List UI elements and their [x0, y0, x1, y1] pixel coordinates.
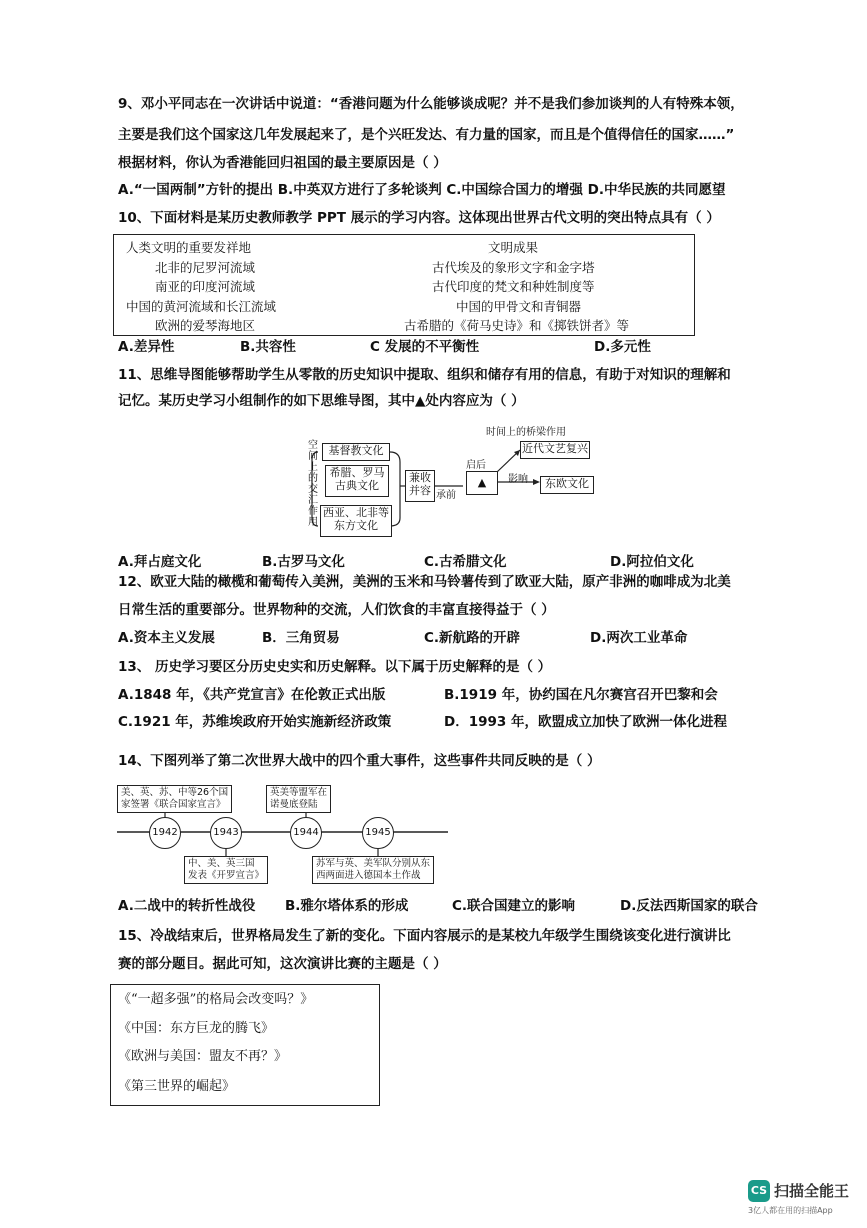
q13-option-a: A.1848 年，《共产党宣言》在伦敦正式出版 — [118, 687, 386, 703]
q11-option-d: D.阿拉伯文化 — [610, 554, 694, 570]
q10-row1-origin: 北非的尼罗河流域 — [155, 260, 256, 275]
timeline-event-1942: 美、英、苏、中等26个国 家签署《联合国家宣言》 — [117, 785, 232, 813]
q9-line3: 根据材料，你认为香港能回归祖国的最主要原因是（ ） — [118, 155, 447, 171]
q10-option-c: C 发展的不平衡性 — [370, 339, 480, 355]
q15-topic-3: 《欧洲与美国：盟友不再？》 — [118, 1049, 288, 1064]
timeline-event-1944: 英美等盟军在 诺曼底登陆 — [266, 785, 331, 813]
q10-row4-origin: 欧洲的爱琴海地区 — [155, 318, 256, 333]
q14-option-d: D.反法西斯国家的联合 — [620, 898, 758, 914]
q11-option-b: B.古罗马文化 — [262, 554, 345, 570]
q10-option-b: B.共容性 — [240, 339, 296, 355]
q12-option-c: C.新航路的开辟 — [424, 630, 521, 646]
q14-option-b: B.雅尔塔体系的形成 — [285, 898, 409, 914]
timeline-year-1943: 1943 — [210, 817, 242, 849]
timeline-year-1944: 1944 — [290, 817, 322, 849]
diagram-box-east-europe: 东欧文化 — [540, 476, 594, 494]
timeline-event-1943: 中、美、英三国 发表《开罗宣言》 — [184, 856, 268, 884]
q13-option-c: C.1921 年，苏维埃政府开始实施新经济政策 — [118, 714, 392, 730]
diagram-box-triangle: ▲ — [466, 471, 498, 495]
q14-stem: 14、下图列举了第二次世界大战中的四个重大事件，这些事件共同反映的是（ ） — [118, 753, 601, 769]
q12-line1: 12、欧亚大陆的橄榄和葡萄传入美洲，美洲的玉米和马铃薯传到了欧亚大陆，原产非洲的咖啡成为北美 — [118, 574, 731, 590]
q11-option-a: A.拜占庭文化 — [118, 554, 202, 570]
q11-option-c: C.古希腊文化 — [424, 554, 507, 570]
q9-line2: 主要是我们这个国家这几年发展起来了，是个兴旺发达、有力量的国家，而且是个值得信任的国家……” — [118, 127, 735, 143]
q10-option-d: D.多元性 — [594, 339, 651, 355]
q10-row4-achievement: 古希腊的《荷马史诗》和《掷铁饼者》等 — [404, 318, 630, 333]
diagram-box-greco-roman: 希腊、罗马古典文化 — [325, 465, 389, 497]
diagram-box-renaissance: 近代文艺复兴 — [520, 441, 590, 459]
q10-header-origin: 人类文明的重要发祥地 — [126, 240, 252, 255]
q10-stem: 10、下面材料是某历史教师教学 PPT 展示的学习内容。这体现出世界古代文明的突出特点具有（ ） — [118, 210, 720, 226]
q15-line2: 赛的部分题目。据此可知，这次演讲比赛的主题是（ ） — [118, 956, 447, 972]
q10-row3-origin: 中国的黄河流域和长江流域 — [126, 299, 277, 314]
diagram-time-label: 时间上的桥梁作用 — [486, 427, 566, 438]
q15-line1: 15、冷战结束后，世界格局发生了新的变化。下面内容展示的是某校九年级学生围绕该变化进行演讲比 — [118, 928, 731, 944]
q10-option-a: A.差异性 — [118, 339, 175, 355]
q10-row3-achievement: 中国的甲骨文和青铜器 — [456, 299, 582, 314]
q12-option-b: B．三角贸易 — [262, 630, 340, 646]
q12-option-d: D.两次工业革命 — [590, 630, 688, 646]
q12-option-a: A.资本主义发展 — [118, 630, 215, 646]
q10-row2-origin: 南亚的印度河流域 — [155, 279, 256, 294]
timeline-event-1945: 苏军与英、美军队分别从东 西两面进入德国本土作战 — [312, 856, 434, 884]
scanner-app-tagline: 3亿人都在用的扫描App — [748, 1206, 833, 1215]
q9-options: A.“一国两制”方针的提出 B.中英双方进行了多轮谈判 C.中国综合国力的增强 D.中华民族的共同愿望 — [118, 182, 726, 198]
diagram-influence-label: 影响 — [508, 474, 528, 485]
q15-topic-4: 《第三世界的崛起》 — [118, 1079, 236, 1094]
q13-option-b: B.1919 年，协约国在凡尔赛宫召开巴黎和会 — [444, 687, 718, 703]
q14-option-a: A.二战中的转折性战役 — [118, 898, 256, 914]
q13-option-d: D．1993 年，欧盟成立加快了欧洲一体化进程 — [444, 714, 727, 730]
diagram-space-label: 空间上的交汇作用 — [308, 440, 318, 528]
q12-line2: 日常生活的重要部分。世界物种的交流，人们饮食的丰富直接得益于（ ） — [118, 602, 555, 618]
diagram-box-eastern: 西亚、北非等东方文化 — [320, 505, 392, 537]
timeline-year-1945: 1945 — [362, 817, 394, 849]
q11-line1: 11、思维导图能够帮助学生从零散的历史知识中提取、组织和储存有用的信息，有助于对知识的理解和 — [118, 367, 731, 383]
diagram-box-christian: 基督教文化 — [322, 443, 390, 461]
q11-line2: 记忆。某历史学习小组制作的如下思维导图，其中▲处内容应为（ ） — [118, 393, 525, 409]
q10-header-achievement: 文明成果 — [488, 240, 539, 255]
q15-topic-1: 《“一超多强”的格局会改变吗？》 — [118, 992, 314, 1007]
q15-topic-2: 《中国：东方巨龙的腾飞》 — [118, 1021, 275, 1036]
q13-stem: 13、 历史学习要区分历史史实和历史解释。以下属于历史解释的是（ ） — [118, 659, 552, 675]
timeline-year-1942: 1942 — [149, 817, 181, 849]
q9-line1: 9、邓小平同志在一次讲话中说道：“香港问题为什么能够谈成呢？并不是我们参加谈判的人有特殊本领， — [118, 96, 744, 112]
diagram-enlighten-label: 启后 — [466, 460, 486, 471]
q14-option-c: C.联合国建立的影响 — [452, 898, 576, 914]
scanner-app-name: 扫描全能王 — [774, 1182, 850, 1200]
scanner-logo-icon: CS — [748, 1180, 770, 1202]
q10-row1-achievement: 古代埃及的象形文字和金字塔 — [432, 260, 595, 275]
diagram-inherit-label: 承前 — [436, 490, 456, 501]
q10-row2-achievement: 古代印度的梵文和种姓制度等 — [432, 279, 595, 294]
diagram-box-merge: 兼收并容 — [405, 470, 435, 502]
